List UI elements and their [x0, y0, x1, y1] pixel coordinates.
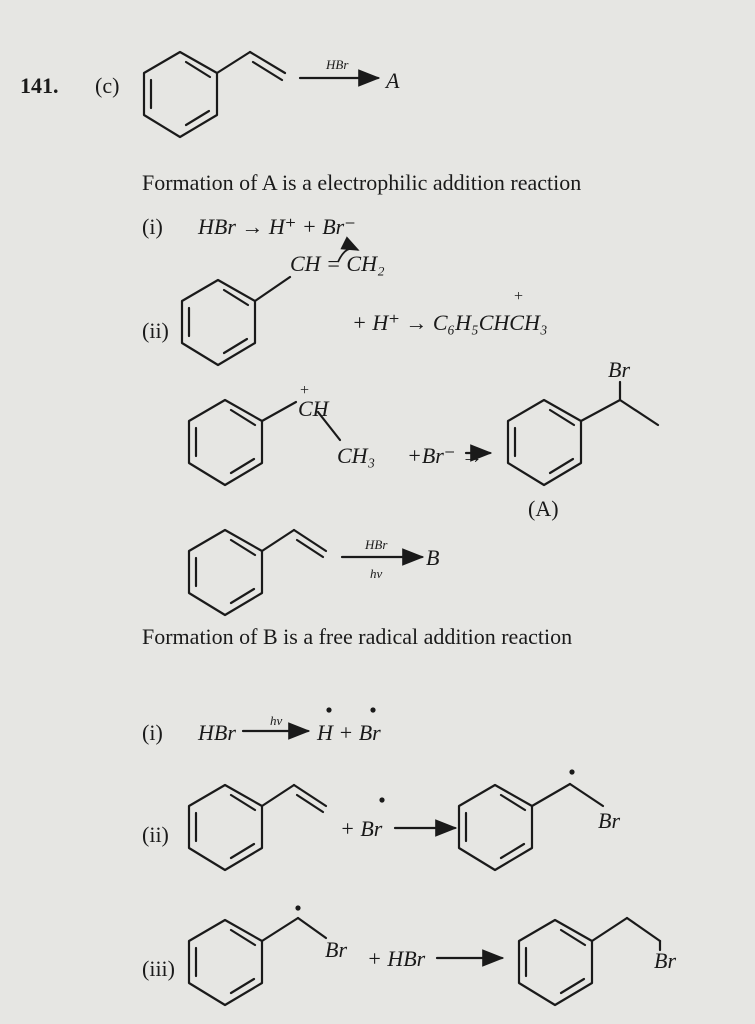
step-a-ii-rhs: + H⁺ → C₆H₅CHCH₃: [352, 310, 548, 335]
step-b-i-condition: hν: [270, 713, 283, 728]
step-a-i-equation: HBr → H⁺ + Br⁻: [198, 214, 356, 239]
styrene-molecule-4: [189, 785, 326, 870]
step-b-iii-label: (iii): [142, 956, 175, 981]
product-a-br: Br: [608, 357, 630, 382]
statement-a: Formation of A is a electrophilic addition reaction: [142, 170, 582, 195]
styrene-molecule-2: [182, 277, 290, 365]
condition-hv-b: hν: [370, 566, 383, 581]
reagent-hbr-a: HBr: [326, 57, 349, 72]
carbocation-ch3: CH₃: [337, 443, 376, 468]
styrene-molecule-1: [144, 52, 285, 137]
h-radical-dot: [326, 707, 331, 712]
step-b-i-rhs: H + Br: [317, 720, 381, 745]
step-a-ii-plus: +: [514, 288, 524, 305]
question-option: (c): [95, 73, 120, 98]
statement-b: Formation of B is a free radical addition reaction: [142, 624, 573, 649]
product-a-molecule: [508, 382, 658, 485]
step-b-ii-product-br: Br: [598, 808, 620, 833]
styrene-molecule-3: [189, 530, 326, 615]
product-a-label: A: [386, 68, 400, 93]
br-radical-dot: [370, 707, 375, 712]
step-b-ii-reagent: + Br: [340, 816, 383, 841]
step-a-i-label: (i): [142, 214, 163, 239]
br-radical-dot-2: [379, 797, 384, 802]
product-b-molecule: [519, 918, 660, 1005]
step-b-i-lhs: HBr: [198, 720, 236, 745]
reagent-hbr-b: HBr: [365, 537, 388, 552]
question-number: 141.: [20, 73, 59, 98]
product-a-caption: (A): [528, 496, 559, 521]
carbocation-ch: CH: [298, 396, 329, 421]
step-a-ii-label: (ii): [142, 318, 169, 343]
step-b-iii-product-br: Br: [654, 948, 676, 973]
step-a-ii-top: CH = CH₂: [290, 251, 385, 276]
step-b-i-label: (i): [142, 720, 163, 745]
step-b-iii-br: Br: [325, 937, 347, 962]
bromide-ion: +Br⁻ →: [407, 443, 483, 468]
product-b-label: B: [426, 545, 440, 570]
benzylic-radical-reactant: [189, 905, 326, 1005]
step-b-iii-reagent: + HBr: [367, 946, 426, 971]
step-b-ii-label: (ii): [142, 822, 169, 847]
carbocation-plus: +: [300, 382, 310, 399]
benzylic-radical-molecule: [459, 769, 603, 870]
